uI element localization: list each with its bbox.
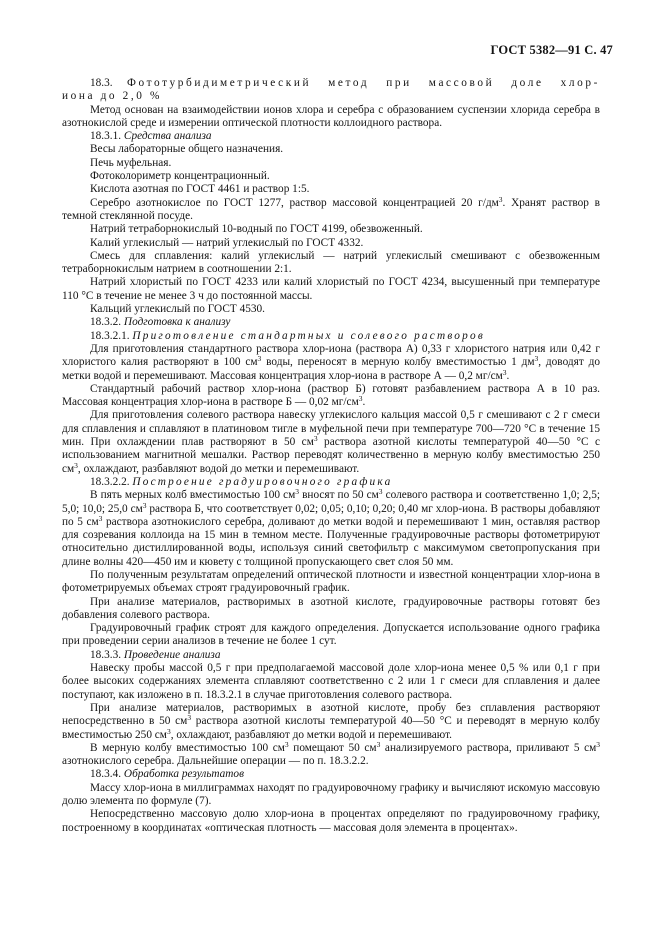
- paragraph: Смесь для сплавления: калий углекислый — натрий углекислый смешивают с обезвоженным тетраборнокислым натрием в соотношении 2:1.: [62, 249, 600, 276]
- paragraph: Натрий хлористый по ГОСТ 4233 или калий хлористый по ГОСТ 4234, высушенный при температуре 110 °С в течение не менее 3 ч до постоянной массы.: [62, 276, 600, 302]
- section-heading-18-3: [62, 77, 600, 90]
- paragraph: Кислота азотная по ГОСТ 4461 и раствор 1:5.: [90, 183, 310, 196]
- paragraph: В мерную колбу вместимостью 100 $см^3$ помещают 50 $см^3$ анализируемого раствора, приливают 5 $см^3$ азотнокислого серебра. Дальнейшие операции — по п. 18.3.2.2.: [62, 739, 600, 768]
- section-number: 18.3.: [90, 77, 113, 89]
- section-title-cont: иона до 2,0 %: [62, 90, 162, 103]
- paragraph: В пять мерных колб вместимостью 100 $см^3$ вносят по 50 $см^3$ солевого раствора и соответственно 1,0; 2,5; 5,0; 10,0; 25,0 $см^3$ раствора Б, что соответствует 0,02; 0,05; 0,10; 0,20; 0,40 мг хлор-иона. В растворы добавляют по 5 $см^3$ раствора азотнокислого серебра, доливают до метки водой и перемешивают 1 мин, оставляя раствор для созревания коллоида на 15 мин в темном месте. Полученные градуировочные растворы фотометрируют относительно дистиллированной воды, используя синий светофильтр с максимумом светопропускания при длине волны 420—450 им и кювету с толщиной пропускающего свет слоя 50 мм.: [62, 487, 600, 568]
- subsection-heading: 18.3.1. Средства анализа: [90, 130, 212, 143]
- paragraph: Для приготовления солевого раствора навеску углекислого кальция массой 0,5 г смешивают с 2 г смеси для сплавления и сплавляют в платиновом тигле в муфельной печи при температуре 700—720 °С в течение 15 мин. При охлаждении плав растворяют в 50 $см^3$ раствора азотной кислоты температурой 40—50 °С с использованием магнитной мешалки. Раствор переводят количественно в мерную колбу вместимостью 250 $см^3$, охлаждают, разбавляют водой до метки и перемешивают.: [62, 409, 600, 475]
- section-title: Фототурбидиметрический метод при массовой доле хлор-: [127, 77, 600, 89]
- paragraph: Для приготовления стандартного раствора хлор-иона (раствора А) 0,33 г хлористого натрия или 0,42 г хлористого калия растворяют в 100 $см^3$ воды, переносят в мерную колбу вместимостью 1 $дм^3$, доводят до метки водой и перемешивают. Массовая концентрация хлор-иона в растворе А — 0,2 $мг/см^3$.: [62, 342, 600, 382]
- subsection-heading-spaced: 18.3.2.2. Построение градуировочного графика: [90, 475, 393, 488]
- paragraph: Градуировочный график строят для каждого определения. Допускается использование одного графика при проведении серии анализов в течение не более 1 сут.: [62, 622, 600, 648]
- paragraph: При анализе материалов, растворимых в азотной кислоте, градуировочные растворы готовят без добавления солевого раствора.: [62, 595, 600, 621]
- paragraph: Серебро азотнокислое по ГОСТ 1277, раствор массовой концентрацией 20 $г/дм^3$. Хранят раствор в темной стеклянной посуде.: [62, 194, 600, 222]
- page-header: ГОСТ 5382—91 С. 47: [490, 43, 613, 57]
- paragraph: Непосредственно массовую долю хлор-иона в процентах определяют по градуировочному графику, построенному в координатах «оптическая плотность — массовая доля элемента в процентах».: [62, 808, 600, 834]
- paragraph: Весы лабораторные общего назначения.: [90, 143, 284, 156]
- paragraph: Стандартный рабочий раствор хлор-иона (раствор Б) готовят разбавлением раствора А в 10 раз. Массовая концентрация хлор-иона в растворе Б — 0,02 $мг/см^3$.: [62, 382, 600, 409]
- paragraph: Фотоколориметр концентрационный.: [90, 170, 270, 183]
- subsection-heading-spaced: 18.3.2.1. Приготовление стандартных и солевого растворов: [90, 329, 485, 342]
- paragraph: Массу хлор-иона в миллиграммах находят по градуировочному графику и вычисляют искомую массовую долю элемента по формуле (7).: [62, 781, 600, 808]
- paragraph: Кальций углекислый по ГОСТ 4530.: [90, 303, 265, 316]
- paragraph: Метод основан на взаимодействии ионов хлора и серебра с образованием суспензии хлорида серебра в азотнокислой среде и измерении оптической плотности коллоидного раствора.: [62, 103, 600, 129]
- document-body: [62, 77, 600, 835]
- paragraph: Навеску пробы массой 0,5 г при предполагаемой массовой доле хлор-иона менее 0,5 % или 0,1 г при более высоких содержаниях элемента сплавляют соответственно с 2 или 1 г смеси для сплавления и далее поступают, как изложено в п. 18.3.2.1 в случае приготовления солевого раствора.: [62, 662, 600, 701]
- subsection-heading: 18.3.4. Обработка результатов: [90, 768, 244, 781]
- paragraph: Печь муфельная.: [90, 156, 172, 169]
- subsection-heading: 18.3.2. Подготовка к анализу: [90, 316, 231, 329]
- paragraph: Натрий тетраборнокислый 10-водный по ГОСТ 4199, обезвоженный.: [90, 223, 423, 236]
- paragraph: При анализе материалов, растворимых в азотной кислоте, пробу без сплавления растворяют непосредственно в 50 $см^3$ раствора азотной кислоты температурой 40—50 °С и переводят в мерную колбу вместимостью 250 $см^3$, охлаждают, разбавляют до метки водой и перемешивают.: [62, 701, 600, 741]
- paragraph: По полученным результатам определений оптической плотности и известной концентрации хлор-иона в фотометрируемых объемах строят градуировочный график.: [62, 568, 600, 595]
- subsection-heading: 18.3.3. Проведение анализа: [90, 648, 221, 661]
- paragraph: Калий углекислый — натрий углекислый по ГОСТ 4332.: [90, 236, 364, 249]
